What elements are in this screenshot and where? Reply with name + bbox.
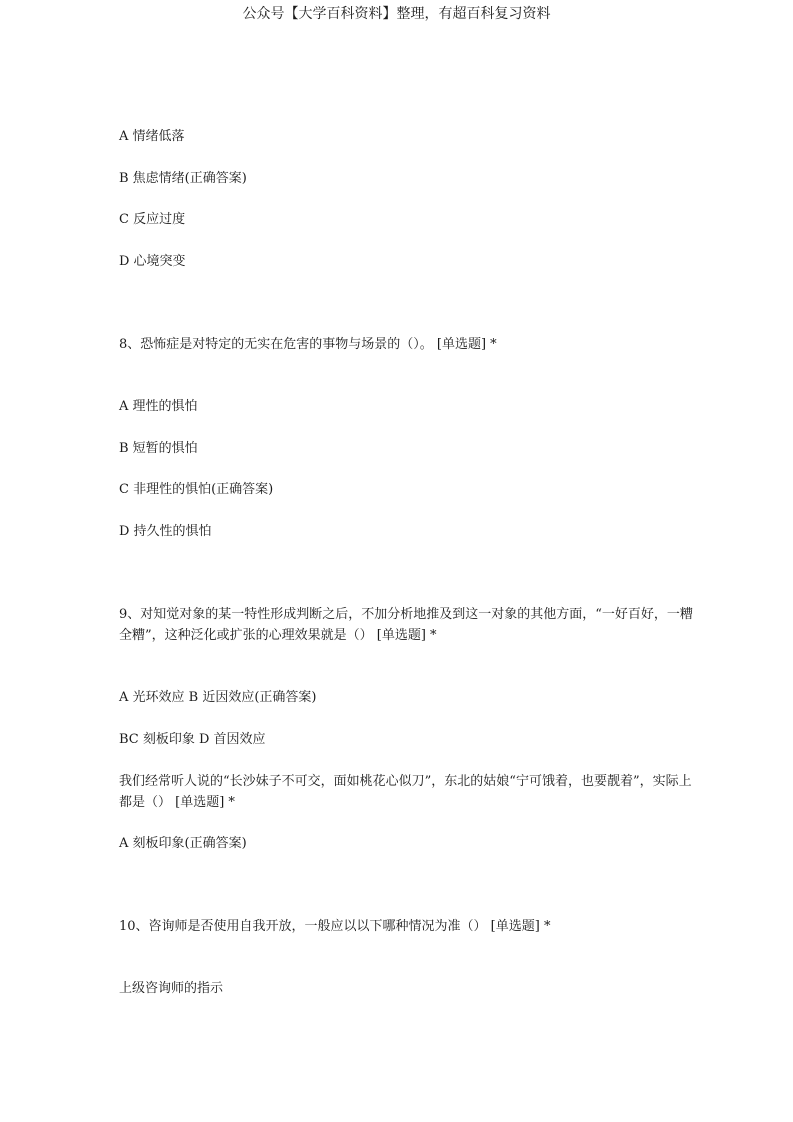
options-q9-ab: A 光环效应 B 近因效应(正确答案) [119, 690, 317, 705]
options-q9-cd: BC 刻板印象 D 首因效应 [119, 732, 266, 747]
option-a-q8: A 理性的惧怕 [119, 399, 198, 414]
question-10: 10、咨询师是否使用自我开放，一般应以以下哪种情况为准（） [单选题] * [119, 919, 551, 934]
question-stereotype: 我们经常听人说的“长沙妹子不可交，面如桃花心似刀”，东北的姑娘“宁可饿着，也要靓着”，实际上都是（） [单选题] * [119, 774, 692, 810]
page-header: 公众号【大学百科资料】整理，有超百科复习资料 [242, 6, 551, 22]
answer-q10: 上级咨询师的指示 [119, 981, 224, 996]
option-a-q7: A 情绪低落 [119, 129, 185, 144]
question-9: 9、对知觉对象的某一特性形成判断之后，不加分析地推及到这一对象的其他方面，“一好百好，一糟全糟”，这种泛化或扩张的心理效果就是（） [单选题] * [119, 607, 693, 643]
option-d-q8: D 持久性的惧怕 [119, 524, 212, 539]
question-8: 8、恐怖症是对特定的无实在危害的事物与场景的（）。 [单选题] * [119, 337, 497, 352]
option-a-stereotype: A 刻板印象(正确答案) [119, 836, 247, 851]
option-c-q7: C 反应过度 [119, 212, 186, 227]
option-b-q7: B 焦虑情绪(正确答案) [119, 171, 247, 186]
option-c-q8: C 非理性的惧怕(正确答案) [119, 482, 274, 497]
option-b-q8: B 短暂的惧怕 [119, 441, 198, 456]
option-d-q7: D 心境突变 [119, 254, 186, 269]
